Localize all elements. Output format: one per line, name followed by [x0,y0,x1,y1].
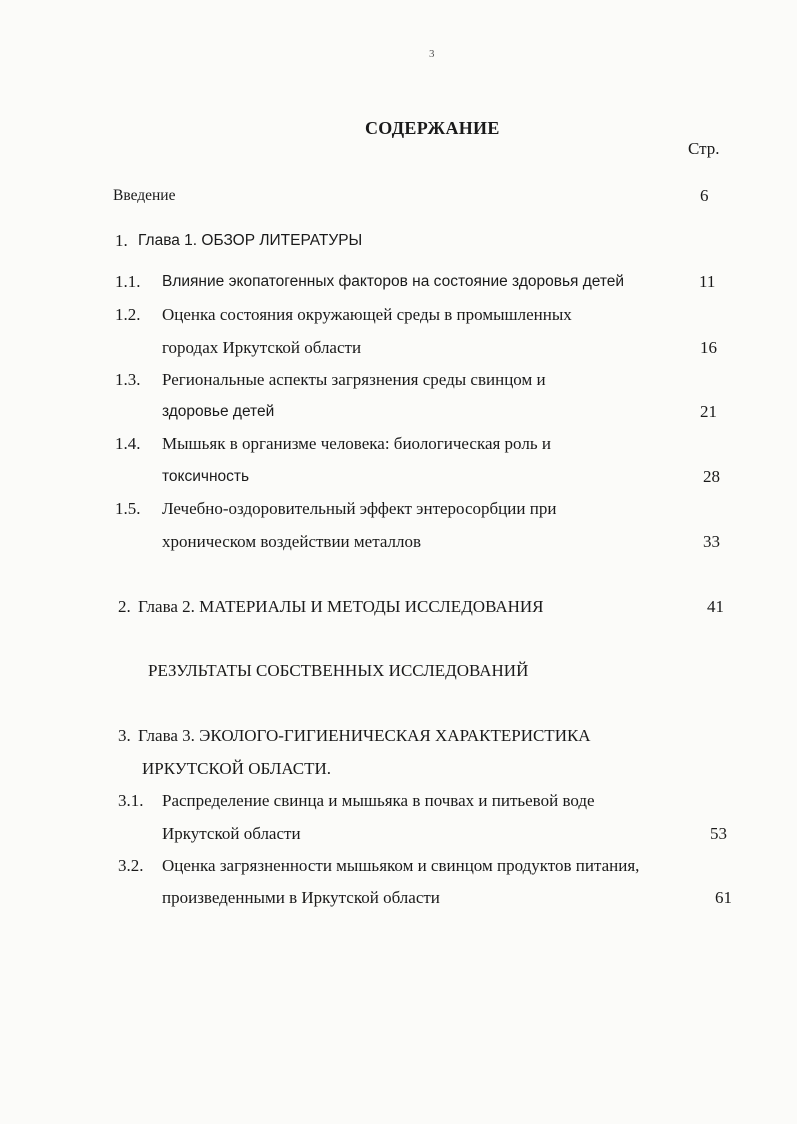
toc-entry-number: 3. [118,726,131,745]
toc-entry-number: 1.5. [115,499,141,518]
toc-entry-text-line-1: Оценка загрязненности мышьяком и свинцом продуктов питания, [162,856,640,875]
toc-entry-number: 1.3. [115,370,141,389]
toc-entry-text-line-1: Мышьяк в организме человека: биологическая роль и [162,434,551,453]
toc-entry-page: 53 [710,824,727,843]
toc-entry-number: 1.2. [115,305,141,324]
toc-entry-text: Глава 1. ОБЗОР ЛИТЕРАТУРЫ [138,232,363,249]
toc-entry-page: 16 [700,338,717,357]
page-column-label: Стр. [688,139,720,158]
toc-entry-page: 41 [707,597,724,616]
toc-entry-page: 61 [715,888,732,907]
toc-entry-page: 21 [700,402,717,421]
toc-entry-number: 2. [118,597,131,616]
toc-entry-text-line-1: Оценка состояния окружающей среды в промышленных [162,305,572,324]
toc-entry-text: Введение [113,187,176,204]
toc-entry-text-line-2: здоровье детей [162,403,275,420]
toc-entry-text-line-2: Иркутской области [162,824,301,843]
toc-entry-text-line-2: произведенными в Иркутской области [162,888,440,907]
toc-entry-text: Глава 2. МАТЕРИАЛЫ И МЕТОДЫ ИССЛЕДОВАНИЯ [138,597,544,616]
toc-entry-text-line-2: хроническом воздействии металлов [162,532,422,551]
toc-entry-number: 3.1. [118,791,144,810]
toc-title: СОДЕРЖАНИЕ [365,118,500,138]
toc-entry-page: 6 [700,186,709,205]
toc-entry-text-line-1: Глава 3. ЭКОЛОГО-ГИГИЕНИЧЕСКАЯ ХАРАКТЕРИСТИКА [138,726,591,745]
toc-entry-number: 3.2. [118,856,144,875]
toc-entry-text-line-2: городах Иркутской области [162,338,362,357]
toc-entry-number: 1.1. [115,272,141,291]
toc-entry-page: 11 [699,272,716,291]
toc-entry-number: 1.4. [115,434,141,453]
toc-entry-text-line-1: Лечебно-оздоровительный эффект энтеросорбции при [162,499,557,518]
toc-entry-text-line-1: Распределение свинца и мышьяка в почвах и питьевой воде [162,791,595,810]
toc-entry-text-line-2: токсичность [162,468,250,485]
toc-entry-text-line-1: Региональные аспекты загрязнения среды свинцом и [162,370,546,389]
toc-entry-page: 28 [703,467,720,486]
page-number: 3 [429,48,435,60]
toc-entry-number: 1. [115,231,128,250]
toc-entry-text-line-2: ИРКУТСКОЙ ОБЛАСТИ. [142,759,332,778]
section-heading-results: РЕЗУЛЬТАТЫ СОБСТВЕННЫХ ИССЛЕДОВАНИЙ [148,661,529,680]
toc-entry-page: 33 [703,532,720,551]
toc-entry-text: Влияние экопатогенных факторов на состояние здоровья детей [162,273,625,290]
